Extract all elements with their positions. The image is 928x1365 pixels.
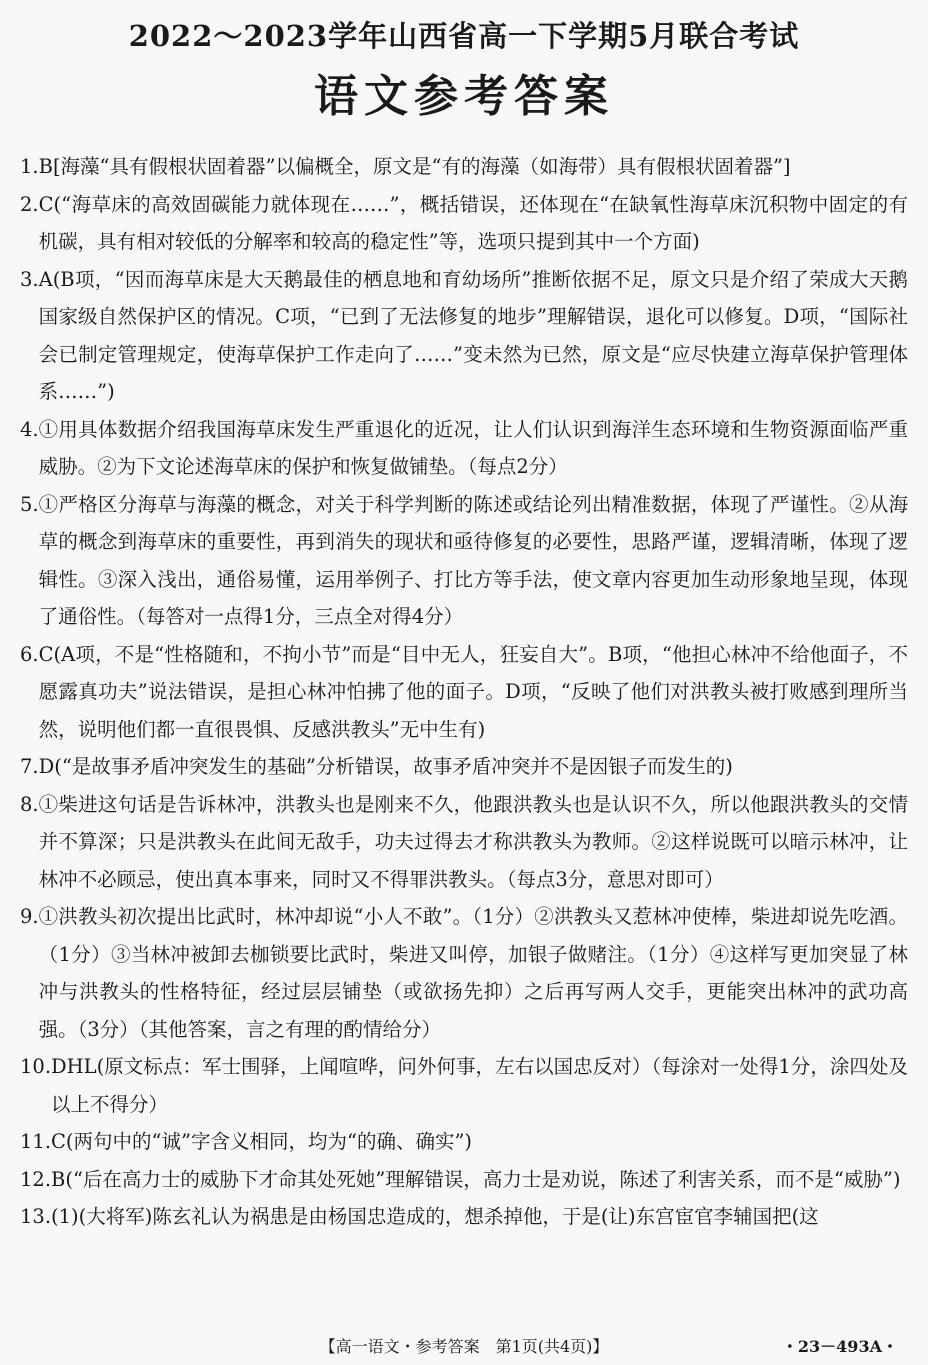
- answer-number: 4.: [20, 417, 39, 441]
- answer-number: 5.: [20, 492, 39, 516]
- answer-item-4: [20, 411, 908, 486]
- footer-exam-code: ・23－493A・: [781, 1337, 898, 1356]
- answer-number: 12.: [20, 1167, 52, 1191]
- answer-text: ①严格区分海草与海藻的概念，对关于科学判断的陈述或结论列出精准数据，体现了严谨性。②从海草的概念到海草床的重要性，再到消失的现状和亟待修复的必要性，思路严谨，逻辑清晰，体现了逻辑性。③深入浅出，通俗易懂，运用举例子、打比方等手法，使文章内容更加生动形象地呈现，体现了通俗性。（每答对一点得1分，三点全对得4分）: [38, 492, 908, 628]
- answer-text: C(A项，不是“性格随和，不拘小节”而是“目中无人，狂妄自大”。B项，“他担心林冲不给他面子，不愿露真功夫”说法错误，是担心林冲怕拂了他的面子。D项，“反映了他们对洪教头被打败感到理所当然，说明他们都一直很畏惧、反感洪教头”无中生有): [38, 642, 908, 741]
- answer-text: C(两句中的“诚”字含义相同，均为“的确、确实”): [51, 1130, 473, 1153]
- answer-item-9: [20, 898, 908, 1048]
- footer-page-info: 【高一语文・参考答案 第1页(共4页)】: [319, 1337, 609, 1356]
- answer-item-1: [20, 148, 908, 186]
- answer-text: B[海藻“具有假根状固着器”以偏概全，原文是“有的海藻（如海带）具有假根状固着器”]: [38, 155, 791, 178]
- answer-number: 3.: [20, 267, 39, 291]
- answer-item-7: [20, 748, 908, 786]
- answer-text: DHL(原文标点：军士围驿，上闻喧哗，问外何事，左右以国忠反对）（每涂对一处得1分，涂四处及以上不得分）: [51, 1055, 908, 1116]
- answer-text: D(“是故事矛盾冲突发生的基础”分析错误，故事矛盾冲突并不是因银子而发生的): [38, 755, 733, 778]
- answer-item-8: [20, 786, 908, 899]
- answer-number: 10.: [20, 1055, 52, 1078]
- answer-text: ①柴进这句话是告诉林冲，洪教头也是刚来不久，他跟洪教头也是认识不久，所以他跟洪教头的交情并不算深；只是洪教头在此间无敌手，功夫过得去才称洪教头为教师。②这样说既可以暗示林冲，让林冲不必顾忌，使出真本事来，同时又不得罪洪教头。（每点3分，意思对即可）: [38, 792, 908, 891]
- answer-number: 7.: [20, 755, 39, 778]
- answer-item-5: [20, 486, 908, 636]
- exam-title: 2022～2023学年山西省高一下学期5月联合考试: [128, 19, 800, 53]
- answer-number: 2.: [20, 192, 39, 216]
- page-footer: [0, 1334, 928, 1360]
- answer-list: [20, 148, 908, 1236]
- answer-item-3: [20, 261, 908, 411]
- answer-item-12: [20, 1161, 908, 1199]
- answer-item-10: [20, 1048, 908, 1123]
- answer-text: B(“后在高力士的威胁下才命其处死她”理解错误，高力士是劝说，陈述了利害关系，而不是“威胁”): [51, 1167, 901, 1191]
- answer-number: 6.: [20, 642, 39, 666]
- answer-text: ①用具体数据介绍我国海草床发生严重退化的近况，让人们认识到海洋生态环境和生物资源面临严重威胁。②为下文论述海草床的保护和恢复做铺垫。（每点2分）: [38, 417, 908, 478]
- answer-number: 11.: [20, 1130, 52, 1153]
- answer-item-6: [20, 636, 908, 749]
- answer-number: 8.: [20, 792, 39, 816]
- answer-number: 1.: [20, 155, 39, 178]
- answer-text: A(B项，“因而海草床是大天鹅最佳的栖息地和育幼场所”推断依据不足，原文只是介绍了荣成大天鹅国家级自然保护区的情况。C项，“已到了无法修复的地步”理解错误，退化可以修复。D项，“国际社会已制定管理规定，使海草保护工作走向了……”变未然为已然，原文是“应尽快建立海草保护管理体系……”): [38, 267, 908, 403]
- answer-key-title: 语文参考答案: [314, 71, 614, 122]
- answer-text: C(“海草床的高效固碳能力就体现在……”，概括错误，还体现在“在缺氧性海草床沉积物中固定的有机碳，具有相对较低的分解率和较高的稳定性”等，选项只提到其中一个方面): [38, 192, 908, 253]
- answer-item-11: [20, 1123, 908, 1161]
- answer-item-2: [20, 186, 908, 261]
- answer-number: 9.: [20, 905, 39, 928]
- answer-number: 13.: [20, 1205, 52, 1228]
- answer-text: (1)(大将军)陈玄礼认为祸患是由杨国忠造成的，想杀掉他，于是(让)东宫宦官李辅国把(这: [51, 1205, 819, 1228]
- answer-item-13: [20, 1198, 908, 1236]
- answer-text: ①洪教头初次提出比武时，林冲却说“小人不敢”。（1分）②洪教头又惹林冲使棒，柴进却说先吃酒。（1分）③当林冲被卸去枷锁要比武时，柴进又叫停，加银子做赌注。（1分）④这样写更加突显了林冲与洪教头的性格特征，经过层层铺垫（或欲扬先抑）之后再写两人交手，更能突出林冲的武功高强。（3分）（其他答案，言之有理的酌情给分）: [38, 905, 908, 1041]
